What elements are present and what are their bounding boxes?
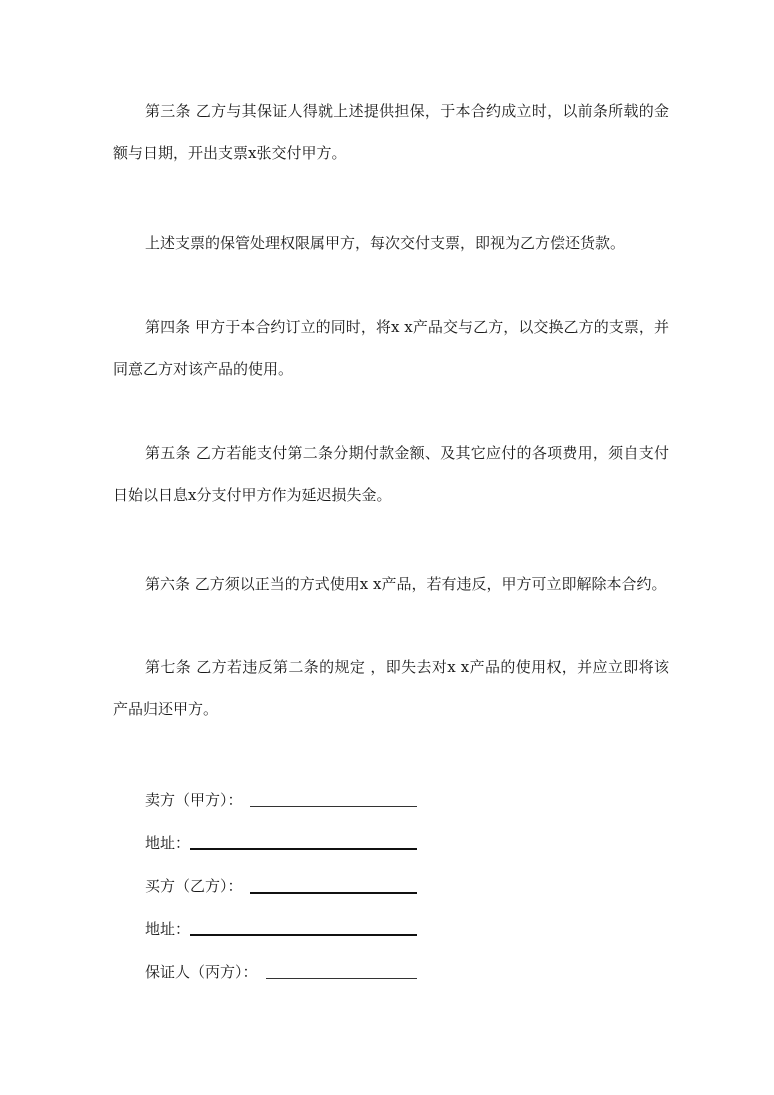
buyer-address-row xyxy=(145,918,190,940)
buyer-signature-field[interactable] xyxy=(250,892,417,894)
clause-7: 第七条 乙方若违反第二条的规定 ，即失去对x x产品的使用权，并应立即将该产品归还甲方。 xyxy=(113,658,669,718)
buyer-label: 买方（乙方）： xyxy=(145,877,243,895)
buyer-address-field[interactable] xyxy=(190,934,417,936)
seller-signature-field[interactable] xyxy=(250,806,417,807)
clause-4: 第四条 甲方于本合约订立的同时，将x x产品交与乙方，以交换乙方的支票，并同意乙方对该产品的使用。 xyxy=(113,318,669,378)
buyer-signature-row xyxy=(145,875,243,897)
clause-5: 第五条 乙方若能支付第二条分期付款金额、及其它应付的各项费用，须自支付日始以日息x分支付甲方作为延迟损失金。 xyxy=(113,444,669,504)
buyer-address-label: 地址： xyxy=(145,920,191,938)
clause-6: 第六条 乙方须以正当的方式使用x x产品，若有违反，甲方可立即解除本合约。 xyxy=(145,575,667,593)
guarantor-signature-row xyxy=(145,961,258,983)
seller-label: 卖方（甲方）： xyxy=(145,791,243,809)
guarantor-signature-field[interactable] xyxy=(266,978,417,979)
seller-address-label: 地址： xyxy=(145,834,191,852)
seller-signature-row xyxy=(145,789,243,811)
clause-3: 第三条 乙方与其保证人得就上述提供担保，于本合约成立时，以前条所载的金额与日期，开出支票x张交付甲方。 xyxy=(113,102,669,162)
seller-address-field[interactable] xyxy=(190,848,417,850)
clause-3-note: 上述支票的保管处理权限属甲方，每次交付支票，即视为乙方偿还货款。 xyxy=(145,234,626,252)
guarantor-label: 保证人（丙方）： xyxy=(145,963,258,981)
seller-address-row xyxy=(145,832,190,854)
